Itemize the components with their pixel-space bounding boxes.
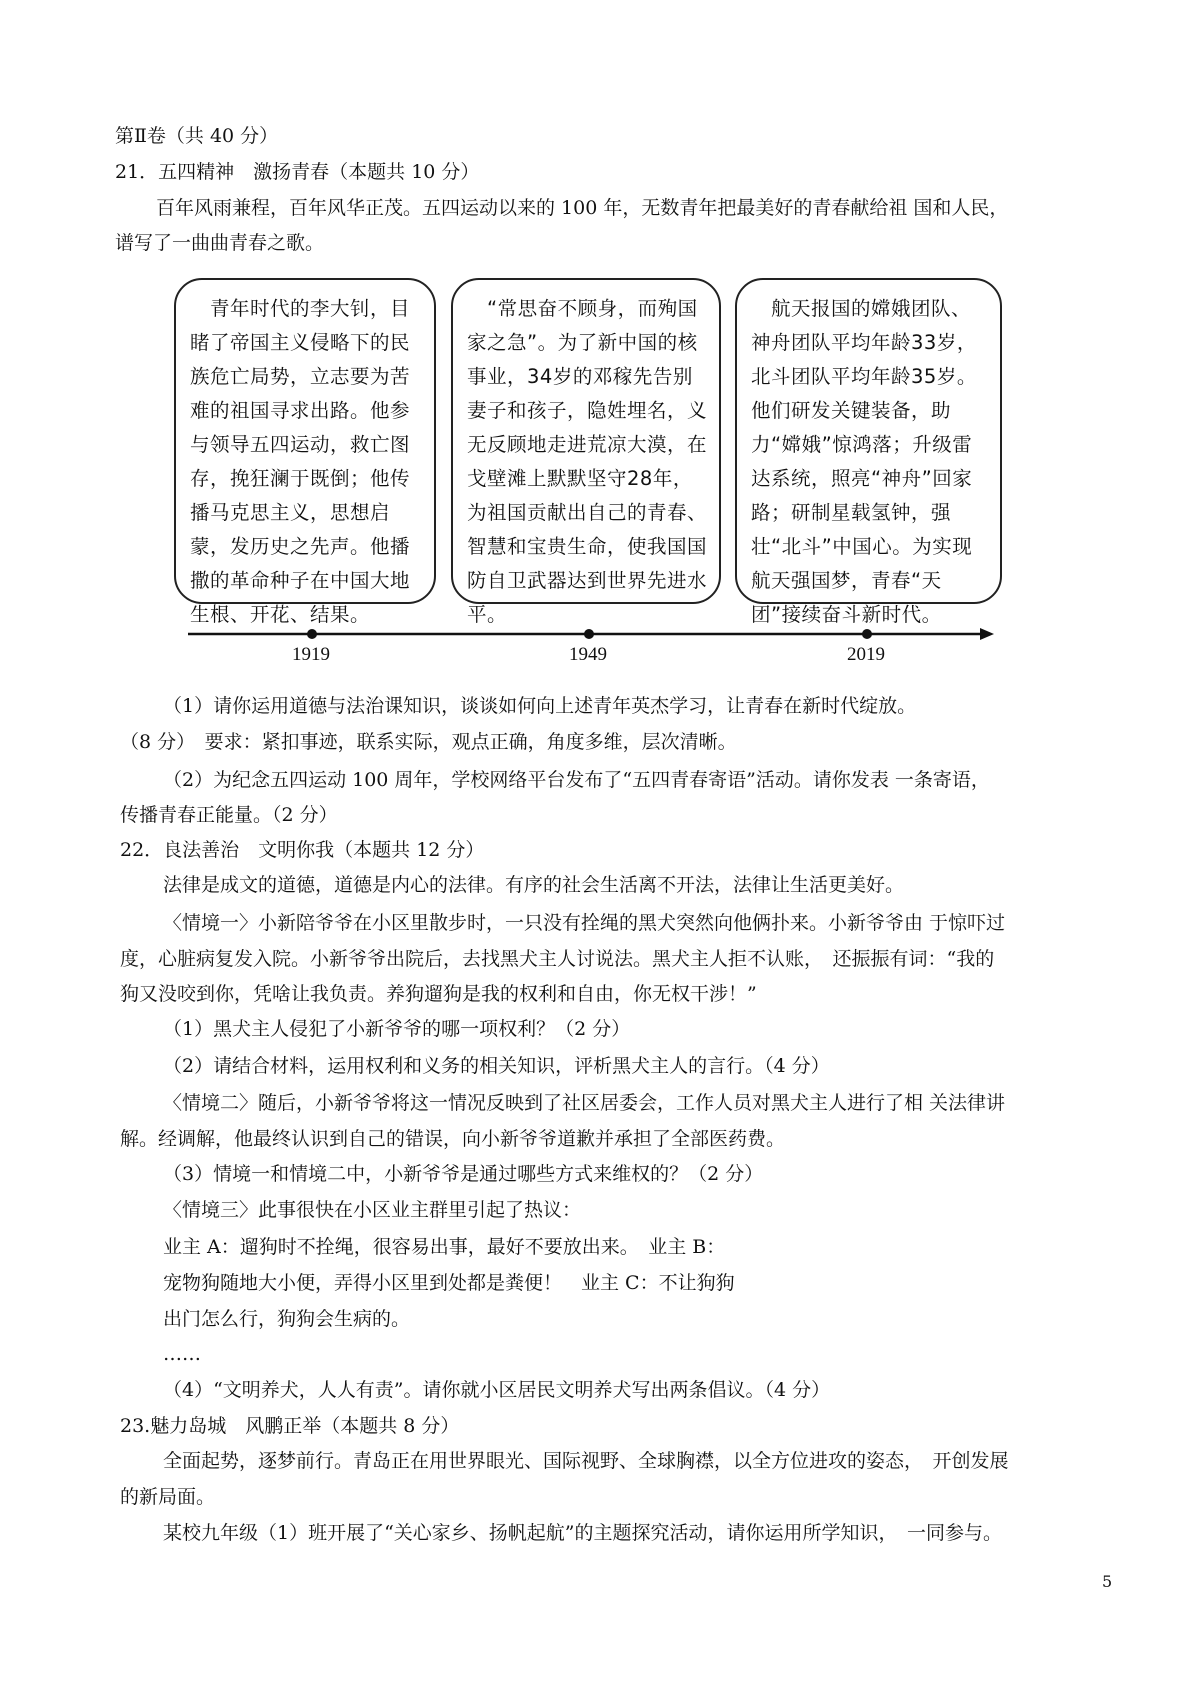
q22-scenario1-cont2: 狗又没咬到你，凭啥让我负责。养狗遛狗是我的权利和自由，你无权干涉！” [120, 983, 757, 1005]
q22-owner-b: 宠物狗随地大小便，弄得小区里到处都是粪便！ 业主 C：不让狗狗 [163, 1272, 735, 1294]
q21-intro: 百年风雨兼程，百年风华正茂。五四运动以来的 100 年，无数青年把最美好的青春献给祖 国和人民， [156, 197, 1009, 219]
timeline-dot-1919 [307, 629, 317, 639]
q21-sub2: （2）为纪念五四运动 100 周年，学校网络平台发布了“五四青春寄语”活动。请你发表 一条寄语， [163, 769, 990, 791]
q22-sub1: （1）黑犬主人侵犯了小新爷爷的哪一项权利？（2 分） [163, 1018, 631, 1040]
q22-scenario1: 〈情境一〉小新陪爷爷在小区里散步时，一只没有拴绳的黑犬突然向他俩扑来。小新爷爷由 于惊吓过 [163, 912, 1006, 934]
q22-title: 22．良法善治 文明你我（本题共 12 分） [120, 839, 485, 861]
q21-sub1: （1）请你运用道德与法治课知识，谈谈如何向上述青年英杰学习，让青春在新时代绽放。 [163, 695, 917, 717]
story-box-space-team [735, 278, 1002, 626]
q22-owner-a: 业主 A：遛狗时不拴绳，很容易出事，最好不要放出来。 业主 B： [163, 1236, 726, 1258]
arrow-right-icon [980, 628, 994, 640]
q22-sub3: （3）情境一和情境二中，小新爷爷是通过哪些方式来维权的？（2 分） [163, 1163, 764, 1185]
q23-activity: 某校九年级（1）班开展了“关心家乡、扬帆起航”的主题探究活动，请你运用所学知识， 一同参与。 [163, 1522, 1003, 1544]
section-header: 第Ⅱ卷（共 40 分） [115, 125, 279, 147]
q22-sub4: （4）“文明养犬，人人有责”。请你就小区居民文明养犬写出两条倡议。（4 分） [163, 1379, 831, 1401]
timeline-dot-1949 [584, 629, 594, 639]
q23-title: 23.魅力岛城 风鹏正举（本题共 8 分） [120, 1415, 460, 1437]
q22-scenario3: 〈情境三〉此事很快在小区业主群里引起了热议： [163, 1199, 582, 1221]
story-text: 航天报国的嫦娥团队、神舟团队平均年龄33岁，北斗团队平均年龄35岁。他们研发关键装备，助力“嫦娥”惊鸿落；升级雷达系统，照亮“神舟”回家路；研制星载氢钟，强壮“北斗”中国心。为实现航天强国梦，青春“天团”接续奋斗新时代。 [751, 297, 977, 626]
q21-intro-cont: 谱写了一曲曲青春之歌。 [115, 232, 325, 254]
timeline-year-2019: 2019 [847, 644, 885, 665]
q21-title: 21．五四精神 激扬青春（本题共 10 分） [115, 161, 480, 183]
q22-intro: 法律是成文的道德，道德是内心的法律。有序的社会生活离不开法，法律让生活更美好。 [163, 874, 905, 896]
timeline-dot-2019 [862, 629, 872, 639]
q22-scenario2: 〈情境二〉随后，小新爷爷将这一情况反映到了社区居委会，工作人员对黑犬主人进行了相 关法律讲 [163, 1092, 1006, 1114]
page-number: 5 [1102, 1572, 1113, 1591]
q21-sub1-req: （8 分） 要求：紧扣事迹，联系实际，观点正确，角度多维，层次清晰。 [120, 731, 737, 753]
story-text: “常思奋不顾身，而殉国家之急”。为了新中国的核事业，34岁的邓稼先告别妻子和孩子，隐姓埋名，义无反顾地走进荒凉大漠，在戈壁滩上默默坚守28年，为祖国贡献出自己的青春、智慧和宝贵生命，使我国国防自卫武器达到世界先进水平。 [467, 297, 708, 626]
q22-scenario1-cont: 度，心脏病复发入院。小新爷爷出院后，去找黑犬主人讨说法。黑犬主人拒不认账， 还振振有词：“我的 [120, 948, 995, 970]
q22-ellipsis: …… [163, 1343, 201, 1365]
q22-sub2: （2）请结合材料，运用权利和义务的相关知识，评析黑犬主人的言行。（4 分） [163, 1055, 830, 1077]
story-box-li-dazhao [174, 278, 436, 626]
timeline-year-1949: 1949 [569, 644, 607, 665]
timeline-year-1919: 1919 [292, 644, 330, 665]
q23-intro-cont: 的新局面。 [120, 1486, 216, 1508]
q22-owner-c: 出门怎么行，狗狗会生病的。 [163, 1308, 411, 1330]
story-box-deng-jiaxian [451, 278, 721, 626]
q21-sub2-cont: 传播青春正能量。（2 分） [120, 804, 338, 826]
story-text: 青年时代的李大钊，目睹了帝国主义侵略下的民族危亡局势，立志要为苦难的祖国寻求出路。他参与领导五四运动，救亡图存，挽狂澜于既倒；他传播马克思主义，思想启蒙，发历史之先声。他播撒的革命种子在中国大地生根、开花、结果。 [190, 297, 411, 626]
q23-intro: 全面起势，逐梦前行。青岛正在用世界眼光、国际视野、全球胸襟，以全方位进攻的姿态， 开创发展 [163, 1450, 1009, 1472]
q22-scenario2-cont: 解。经调解，他最终认识到自己的错误，向小新爷爷道歉并承担了全部医药费。 [120, 1128, 786, 1150]
